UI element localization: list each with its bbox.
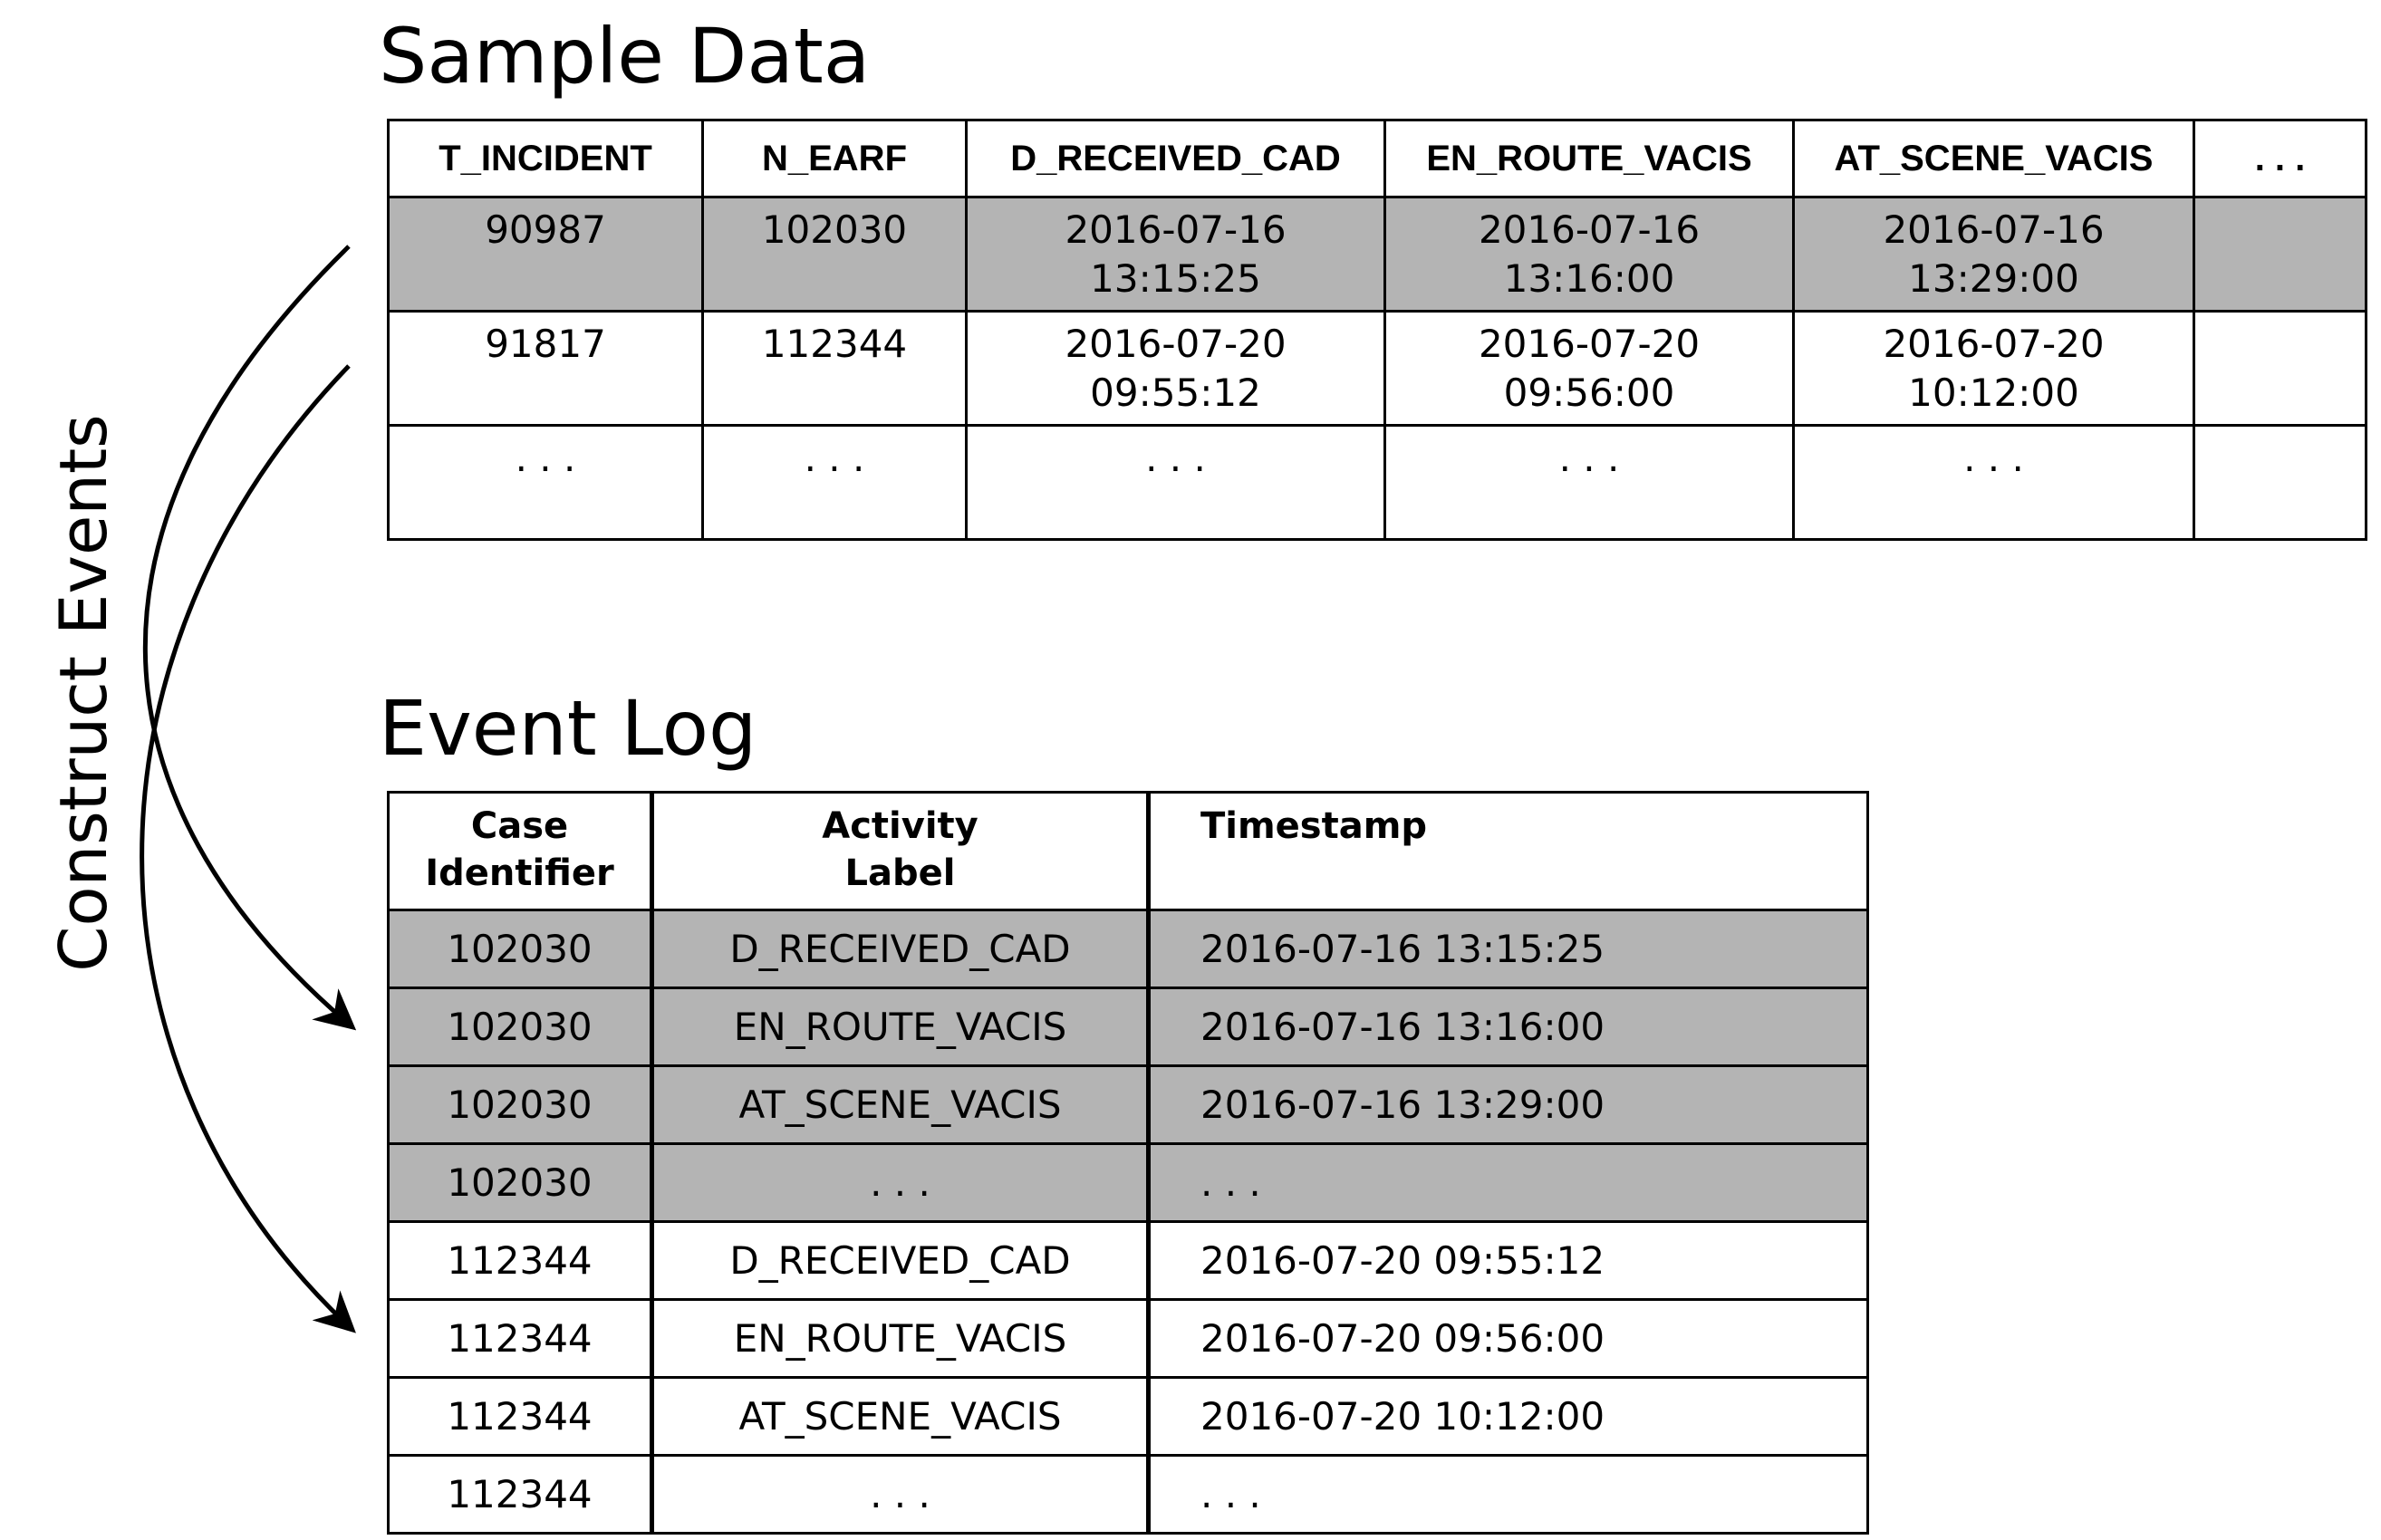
sample-cell-line: 91817	[485, 322, 606, 366]
sample-cell-line: 2016-07-20	[1883, 322, 2105, 366]
activity-label-cell: EN_ROUTE_VACIS	[652, 988, 1149, 1066]
arrow-to-first-case	[145, 246, 352, 1026]
sample-header-cell: EN_ROUTE_VACIS	[1385, 120, 1794, 197]
activity-label-cell: AT_SCENE_VACIS	[652, 1378, 1149, 1456]
sample-cell-line: 2016-07-20	[1065, 322, 1287, 366]
sample-data-title: Sample Data	[379, 12, 871, 101]
sample-cell-line: 09:56:00	[1503, 371, 1675, 415]
sample-cell-line: 13:29:00	[1908, 256, 2079, 301]
sample-cell-line: 09:55:12	[1090, 371, 1261, 415]
case-identifier-cell: 102030	[389, 910, 652, 988]
log-header-line: Label	[844, 852, 956, 894]
timestamp-cell: 2016-07-16 13:15:25	[1149, 910, 1868, 988]
arrow-to-second-case	[142, 366, 352, 1329]
sample-header-cell: N_EARF	[703, 120, 967, 197]
sample-cell-line: 2016-07-16	[1883, 207, 2105, 252]
sample-cell-line: 2016-07-16	[1478, 207, 1701, 252]
sample-cell-line: 13:15:25	[1090, 256, 1261, 301]
sample-cell-line: . . .	[1145, 436, 1206, 480]
timestamp-cell: 2016-07-20 10:12:00	[1149, 1378, 1868, 1456]
activity-label-cell: EN_ROUTE_VACIS	[652, 1300, 1149, 1378]
case-identifier-cell: 102030	[389, 1144, 652, 1222]
event-log-title: Event Log	[379, 684, 757, 773]
sample-cell-line: . . .	[1963, 436, 2024, 480]
sample-cell-line: 13:16:00	[1503, 256, 1675, 301]
timestamp-cell: 2016-07-16 13:29:00	[1149, 1066, 1868, 1144]
sample-header-cell: T_INCIDENT	[389, 120, 703, 197]
case-identifier-cell: 112344	[389, 1222, 652, 1300]
sample-cell-line: 90987	[485, 207, 606, 252]
log-header-line: Case	[470, 805, 569, 847]
case-identifier-cell: 102030	[389, 988, 652, 1066]
timestamp-cell: . . .	[1149, 1144, 1868, 1222]
timestamp-cell: 2016-07-20 09:56:00	[1149, 1300, 1868, 1378]
sample-header-cell: AT_SCENE_VACIS	[1794, 120, 2194, 197]
activity-label-cell: AT_SCENE_VACIS	[652, 1066, 1149, 1144]
sample-header-cell: D_RECEIVED_CAD	[967, 120, 1385, 197]
timestamp-cell: 2016-07-20 09:55:12	[1149, 1222, 1868, 1300]
sample-cell-line: . . .	[804, 436, 865, 480]
sample-header-cell: . . .	[2194, 120, 2367, 197]
sample-cell-line: 112344	[761, 322, 908, 366]
timestamp-cell: . . .	[1149, 1456, 1868, 1534]
case-identifier-cell: 112344	[389, 1300, 652, 1378]
timestamp-cell: 2016-07-16 13:16:00	[1149, 988, 1868, 1066]
sample-cell-line: 102030	[761, 207, 908, 252]
construct-events-label: Construct Events	[45, 414, 121, 972]
activity-label-cell: D_RECEIVED_CAD	[652, 1222, 1149, 1300]
log-header-line: Activity	[822, 805, 978, 847]
sample-cell-line: . . .	[515, 436, 576, 480]
sample-cell-line: 10:12:00	[1908, 371, 2079, 415]
activity-label-cell: D_RECEIVED_CAD	[652, 910, 1149, 988]
sample-cell-line: 2016-07-20	[1478, 322, 1701, 366]
case-identifier-cell: 112344	[389, 1378, 652, 1456]
log-header-line: Identifier	[425, 852, 614, 894]
sample-cell-line: . . .	[1558, 436, 1620, 480]
case-identifier-cell: 102030	[389, 1066, 652, 1144]
log-header-line: Timestamp	[1200, 805, 1428, 847]
case-identifier-cell: 112344	[389, 1456, 652, 1534]
activity-label-cell: . . .	[652, 1144, 1149, 1222]
sample-cell-line: 2016-07-16	[1065, 207, 1287, 252]
activity-label-cell: . . .	[652, 1456, 1149, 1534]
